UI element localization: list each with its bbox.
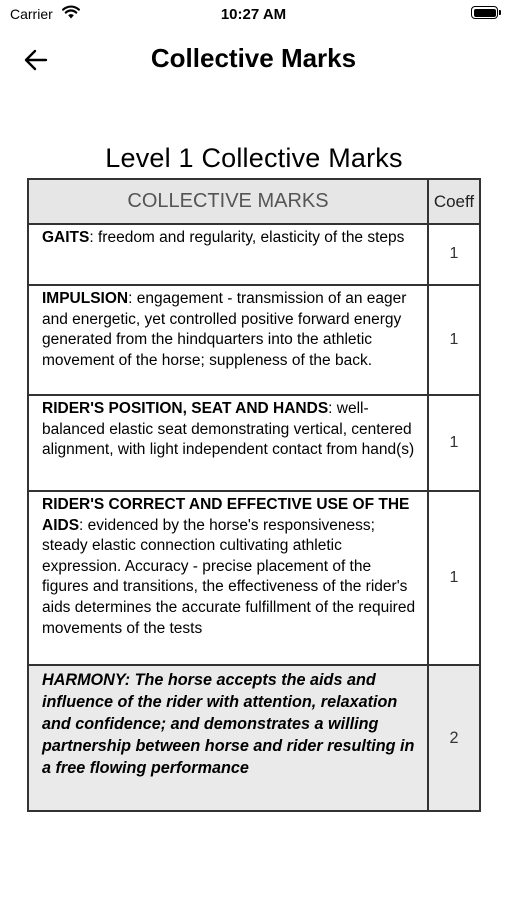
mark-term: GAITS: [42, 229, 90, 246]
table-row: [28, 224, 480, 285]
page-title: Collective Marks: [150, 43, 357, 73]
mark-cell: [28, 224, 428, 285]
carrier-label: Carrier: [10, 6, 53, 22]
mark-description: : evidenced by the horse's responsiveness; steady elastic connection cultivating athletic expression. Accuracy - precise placement of the figures and transitions, the effectiveness of the rider's aids determines the accurate fulfillment of the required movements of the tests: [42, 516, 416, 637]
navigation-bar: [0, 30, 507, 88]
coeff-value: 2: [428, 665, 480, 811]
clock: 10:27 AM: [220, 6, 287, 23]
mark-cell: [28, 665, 428, 811]
mark-term: IMPULSION: [42, 290, 129, 307]
header-collective-marks: COLLECTIVE MARKS: [28, 179, 428, 224]
table-row: [28, 395, 480, 491]
table-row: [28, 665, 480, 811]
mark-description: : engagement - transmission of an eager and energetic, yet controlled positive forward energy generated from the hindquarters into the athletic movement of the horse; suppleness of the back.: [42, 290, 407, 369]
table-row: [28, 491, 480, 665]
mark-term: RIDER'S CORRECT AND EFFECTIVE USE OF THE AIDS: [42, 496, 410, 534]
battery-icon: [471, 6, 498, 19]
header-coeff: Coeff: [428, 179, 480, 224]
mark-description: : freedom and regularity, elasticity of the steps: [89, 229, 405, 246]
mark-term: HARMONY: The horse accepts the aids and influence of the rider with attention, relaxation and confidence; and demonstrates a willing partnership between horse and rider resulting in a free flowing performance: [42, 671, 415, 777]
collective-marks-document: [26, 143, 482, 812]
table-row: [28, 285, 480, 395]
mark-term: RIDER'S POSITION, SEAT AND HANDS: [42, 400, 329, 417]
document-title: Level 1 Collective Marks: [105, 143, 403, 173]
mark-cell: [28, 395, 428, 491]
coeff-value: 1: [428, 224, 480, 285]
mark-cell: [28, 491, 428, 665]
table-header-row: [28, 179, 480, 224]
coeff-value: 1: [428, 491, 480, 665]
coeff-value: 1: [428, 395, 480, 491]
status-bar: [0, 0, 507, 30]
coeff-value: 1: [428, 285, 480, 395]
mark-description: : well-balanced elastic seat demonstrating vertical, centered alignment, with light independent contact from hand(s): [42, 400, 415, 459]
mark-cell: [28, 285, 428, 395]
collective-marks-table: [27, 178, 481, 812]
